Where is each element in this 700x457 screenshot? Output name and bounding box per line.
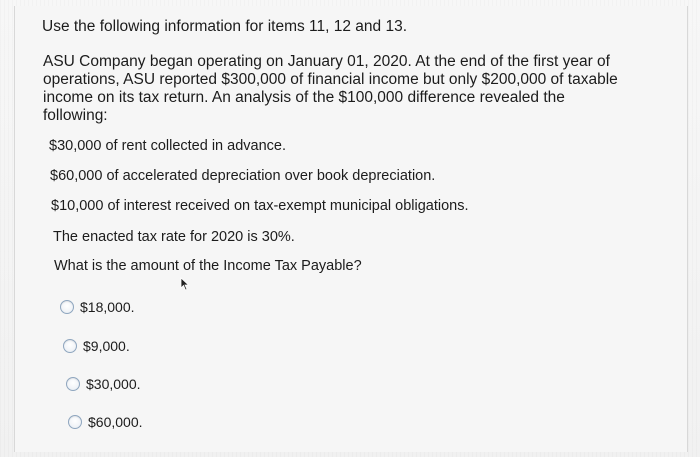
radio-button[interactable] (63, 339, 77, 353)
fact-tax-rate: The enacted tax rate for 2020 is 30%. (53, 229, 295, 245)
mouse-pointer-icon (180, 277, 190, 291)
question-text: What is the amount of the Income Tax Payable? (54, 258, 362, 274)
answer-option-label[interactable]: $60,000. (88, 414, 143, 430)
intro-line: ASU Company began operating on January 01, 2020. At the end of the first year of (43, 53, 610, 70)
fact-interest: $10,000 of interest received on tax-exempt municipal obligations. (51, 198, 469, 214)
radio-button[interactable] (60, 300, 74, 314)
answer-option-label[interactable]: $30,000. (86, 376, 141, 392)
intro-line: income on its tax return. An analysis of the $100,000 difference revealed the (43, 89, 565, 106)
answer-option-label[interactable]: $18,000. (80, 299, 135, 315)
answer-option-18000[interactable] (60, 298, 135, 316)
fact-depreciation: $60,000 of accelerated depreciation over book depreciation. (50, 168, 436, 184)
intro-line: operations, ASU reported $300,000 of financial income but only $200,000 of taxable (43, 71, 618, 88)
answer-option-60000[interactable] (68, 413, 143, 431)
radio-button[interactable] (66, 377, 80, 391)
radio-button[interactable] (68, 415, 82, 429)
answer-option-label[interactable]: $9,000. (83, 338, 130, 354)
answer-option-9000[interactable] (63, 337, 130, 355)
intro-line: following: (43, 107, 108, 124)
problem-intro (43, 53, 618, 125)
question-group-heading: Use the following information for items 11, 12 and 13. (42, 18, 408, 35)
fact-rent: $30,000 of rent collected in advance. (49, 138, 286, 154)
answer-option-30000[interactable] (66, 375, 141, 393)
